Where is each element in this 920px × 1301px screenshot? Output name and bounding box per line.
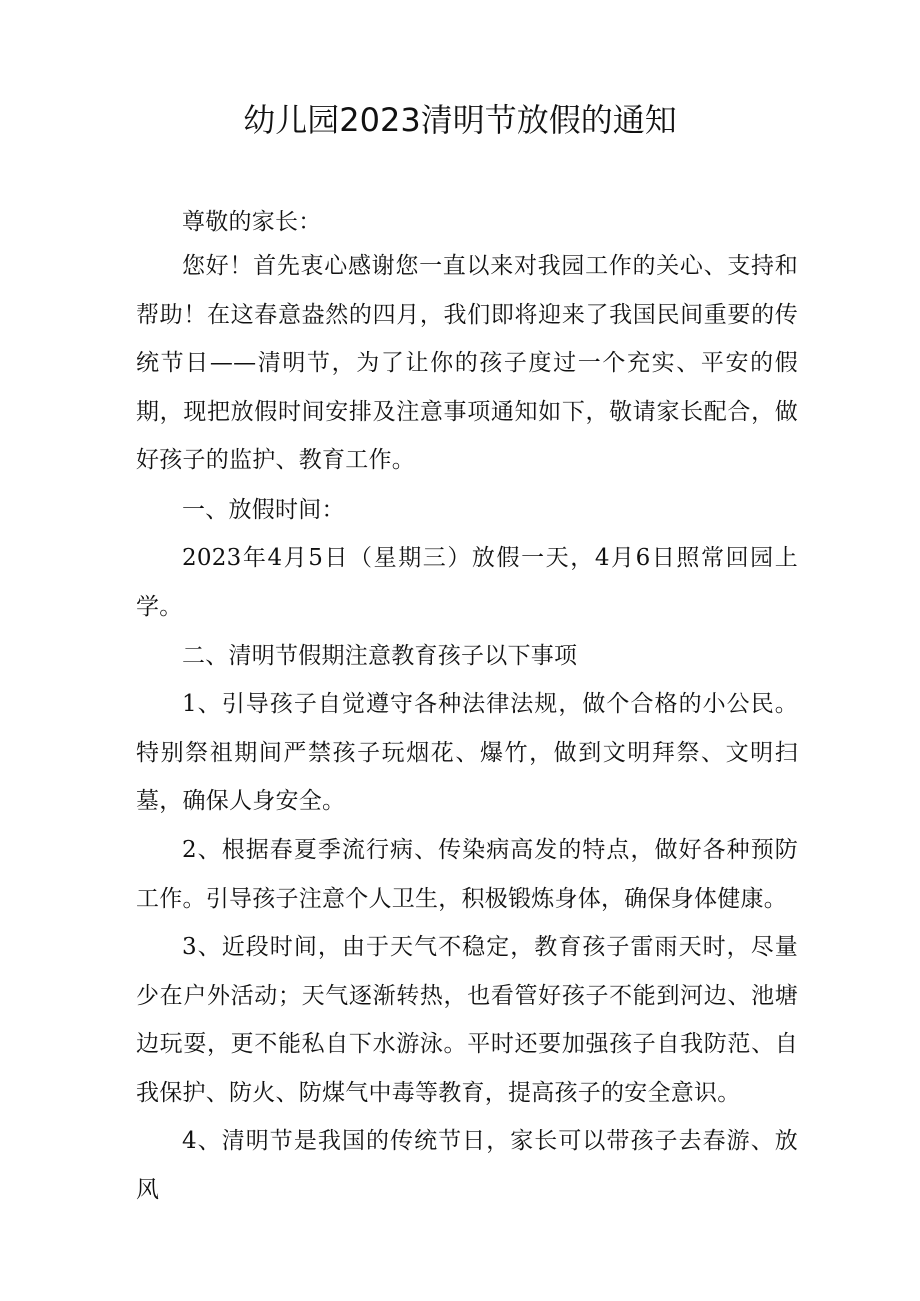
- document-title: 幼儿园2023清明节放假的通知: [243, 101, 677, 139]
- holiday-date-paragraph: 2023年4月5日（星期三）放假一天，4月6日照常回园上学。: [136, 545, 798, 620]
- intro-paragraph: 您好！首先衷心感谢您一直以来对我园工作的关心、支持和帮助！在这春意盎然的四月，我们即将迎来了我国民间重要的传统节日——清明节，为了让你的孩子度过一个充实、平安的假期，现把放假时间安排及注意事项通知如下，敬请家长配合，做好孩子的监护、教育工作。: [136, 253, 798, 474]
- list-item: 4、清明节是我国的传统节日，家长可以带孩子去春游、放风: [136, 1128, 798, 1203]
- list-item: 1、引导孩子自觉遵守各种法律法规，做个合格的小公民。特别祭祖期间严禁孩子玩烟花、爆竹，做到文明拜祭、文明扫墓，确保人身安全。: [136, 691, 798, 815]
- section-heading-holiday-time: 一、放假时间：: [182, 497, 345, 523]
- section-heading-precautions: 二、清明节假期注意教育孩子以下事项: [182, 643, 578, 669]
- list-item: 2、根据春夏季流行病、传染病高发的特点，做好各种预防工作。引导孩子注意个人卫生，积极锻炼身体，确保身体健康。: [136, 837, 798, 912]
- salutation: 尊敬的家长：: [182, 209, 322, 235]
- list-item: 3、近段时间，由于天气不稳定，教育孩子雷雨天时，尽量少在户外活动；天气逐渐转热，也看管好孩子不能到河边、池塘边玩耍，更不能私自下水游泳。平时还要加强孩子自我防范、自我保护、防火、防煤气中毒等教育，提高孩子的安全意识。: [136, 934, 798, 1106]
